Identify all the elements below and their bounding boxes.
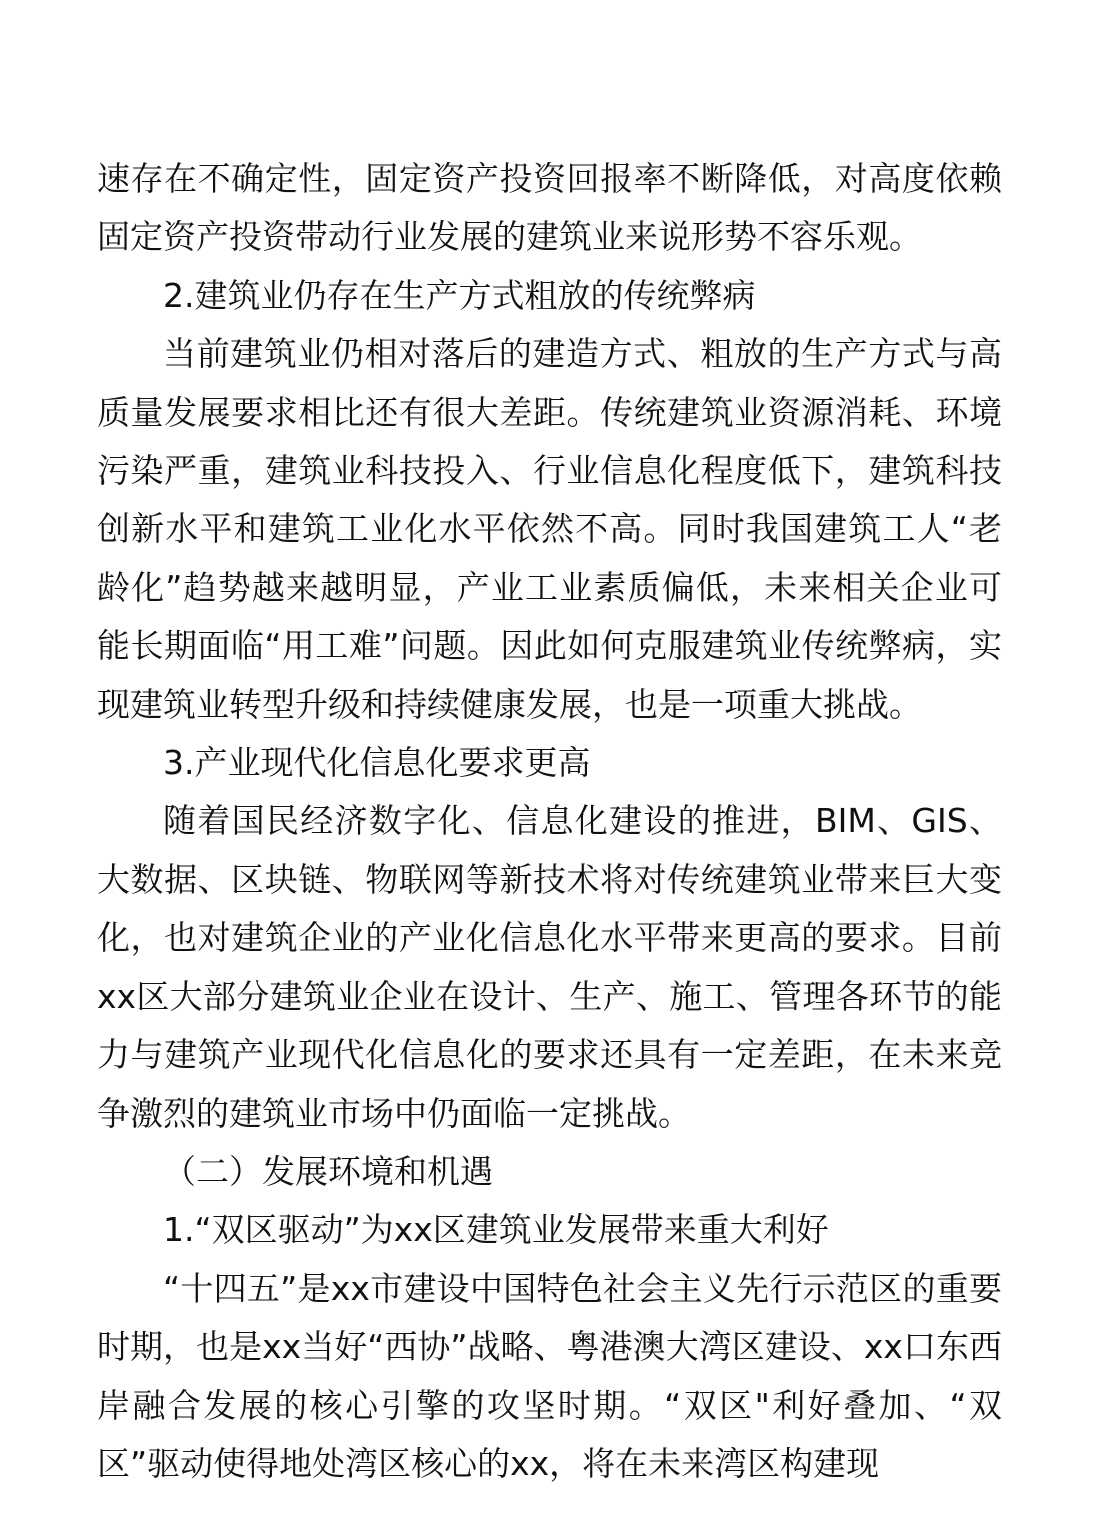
document-body (97, 150, 1002, 1493)
section-heading-2: 2.建筑业仍存在生产方式粗放的传统弊病 (163, 275, 756, 315)
section-heading-3: 3.产业现代化信息化要求更高 (163, 743, 591, 783)
paragraph-14th-five-year: “十四五”是xx市建设中国特色社会主义先行示范区的重要时期，也是xx当好“西协”战略、粤港澳大湾区建设、xx口东西岸融合发展的核心引擎的攻坚时期。“双区"利好叠加、“双区”驱动使得地处湾区核心的xx，将在未来湾区构建现 (97, 1268, 1002, 1483)
section-heading-1: 1.“双区驱动”为xx区建筑业发展带来重大利好 (163, 1210, 829, 1250)
paragraph-continuation: 速存在不确定性，固定资产投资回报率不断降低，对高度依赖固定资产投资带动行业发展的建筑业来说形势不容乐观。 (97, 159, 1002, 257)
chapter-heading-environment: （二）发展环境和机遇 (163, 1151, 493, 1191)
paragraph-construction-methods: 当前建筑业仍相对落后的建造方式、粗放的生产方式与高质量发展要求相比还有很大差距。传统建筑业资源消耗、环境污染严重，建筑业科技投入、行业信息化程度低下，建筑科技创新水平和建筑工业化水平依然不高。同时我国建筑工人“老龄化”趋势越来越明显，产业工业素质偏低，未来相关企业可能长期面临“用工难”问题。因此如何克服建筑业传统弊病，实现建筑业转型升级和持续健康发展，也是一项重大挑战。 (97, 334, 1002, 724)
paragraph-informatization: 随着国民经济数字化、信息化建设的推进，BIM、GIS、大数据、区块链、物联网等新技术将对传统建筑业带来巨大变化，也对建筑企业的产业化信息化水平带来更高的要求。目前xx区大部分建筑业企业在设计、生产、施工、管理各环节的能力与建筑产业现代化信息化的要求还具有一定差距，在未来竞争激烈的建筑业市场中仍面临一定挑战。 (97, 801, 1002, 1133)
